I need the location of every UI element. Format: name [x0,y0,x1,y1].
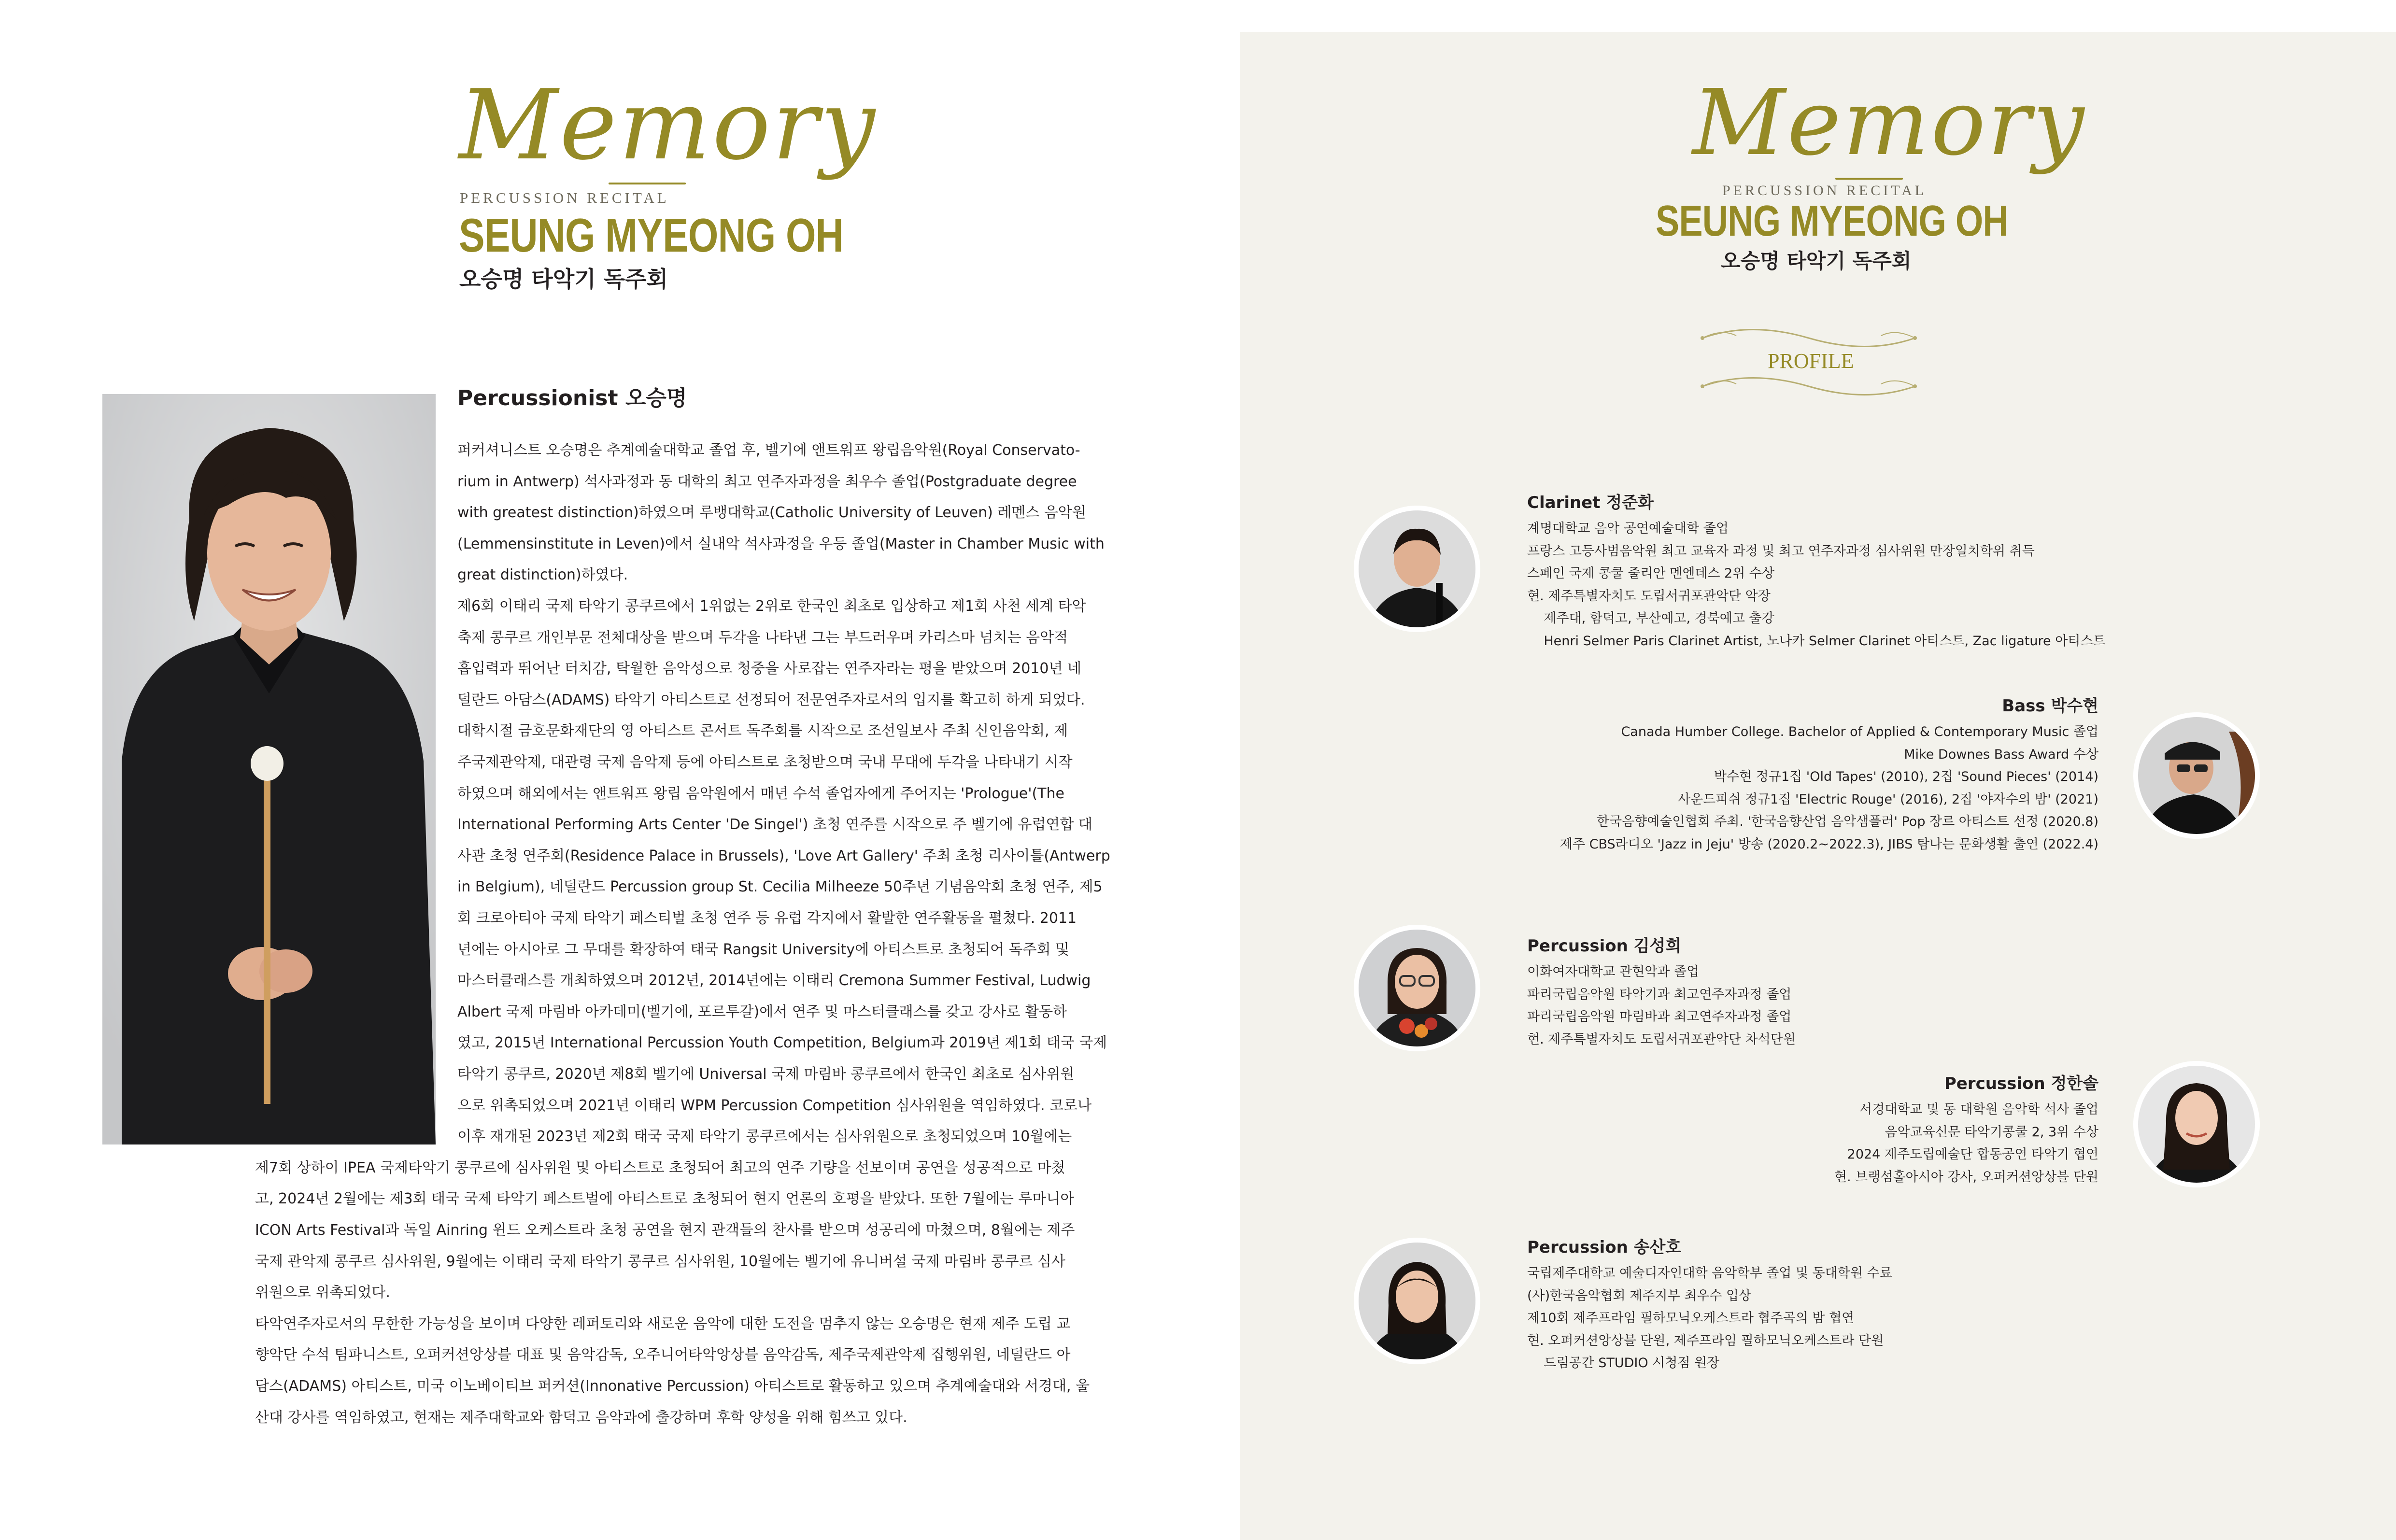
member-info-line: 프랑스 고등사범음악원 최고 교육자 과정 및 최고 연주자과정 심사위원 만장일치학위 취득 [1527,543,2035,559]
performer-name-en-right: SEUNG MYEONG OH [1656,197,2008,245]
bio-line: Albert 국제 마림바 아카데미(벨기에, 포르투갈)에서 연주 및 마스터클래스를 갖고 강사로 활동하 [457,1003,1067,1020]
bio-line: great distinction)하였다. [457,566,628,584]
member-info-line: 현. 제주특별자치도 도립서귀포관악단 악장 [1527,588,1771,604]
bass-player-photo [2138,717,2255,834]
member-info-line: 파리국립음악원 마림바과 최고연주자과정 졸업 [1527,1009,1792,1024]
bio-line: 이후 재개된 2023년 제2회 태국 국제 타악기 콩쿠르에서는 심사위원으로 초청되었으며 10월에는 [457,1128,1072,1145]
bio-line: 산대 강사를 역임하였고, 현재는 제주대학교와 함덕고 음악과에 출강하며 후학 양성을 위해 힘쓰고 있다. [255,1409,907,1426]
bio-line: 타악기 콩쿠르, 2020년 제8회 벨기에 Universal 국제 마림바 콩쿠르에서 한국인 최초로 심사위원 [457,1066,1075,1083]
member-title-clarinet: Clarinet 정준화 [1527,493,1654,512]
member-info-line: 한국음향예술인협회 주최. '한국음향산업 음악샘플러' Pop 장르 아티스트 선정 (2020.8) [1596,814,2098,829]
bio-line: 년에는 아시아로 그 무대를 확장하여 태국 Rangsit University에 아티스트로 초청되어 독주회 및 [457,941,1069,958]
member-info-line: Henri Selmer Paris Clarinet Artist, 노나카 Selmer Clarinet 아티스트, Zac ligature 아티스트 [1527,633,2106,649]
member-info-line: 현. 제주특별자치도 도립서귀포관악단 차석단원 [1527,1031,1796,1047]
percussion-kim-photo [1359,930,1475,1046]
clarinet-player-photo [1359,510,1475,627]
member-info-line: 계명대학교 음악 공연예술대학 졸업 [1527,521,1729,536]
bio-line: 흡입력과 뛰어난 터치감, 탁월한 음악성으로 청중을 사로잡는 연주자라는 평을 받았으며 2010년 네 [457,660,1082,678]
bio-line: 퍼커셔니스트 오승명은 추계예술대학교 졸업 후, 벨기에 앤트워프 왕립음악원(Royal Conservato- [457,442,1080,459]
bio-line: 국제 관악제 콩쿠르 심사위원, 9월에는 이태리 국제 타악기 콩쿠르 심사위원, 10월에는 벨기에 유니버설 국제 마림바 콩쿠르 심사 [255,1253,1065,1270]
avatar-bass [2133,712,2260,839]
bio-line: International Performing Arts Center 'De Singel') 초청 연주를 시작으로 주 벨기에 유럽연합 대 [457,816,1092,834]
member-title-percussion-kim: Percussion 김성희 [1527,936,1682,956]
member-info-line: 이화여자대학교 관현악과 졸업 [1527,964,1700,979]
memory-script-title-right: Memory [1692,70,2086,176]
bio-line: in Belgium), 네덜란드 Percussion group St. Cecilia Milheeze 50주년 기념음악회 초청 연주, 제5 [457,878,1103,896]
bio-line: 축제 콩쿠르 개인부문 전체대상을 받으며 두각을 나타낸 그는 부드러우며 카리스마 넘치는 음악적 [457,629,1068,646]
bio-line: 향악단 수석 팀파니스트, 오퍼커션앙상블 대표 및 음악감독, 오주니어타악앙상블 음악감독, 제주국제관악제 집행위원, 네덜란드 아 [255,1346,1071,1364]
recital-caption-right: PERCUSSION RECITAL [1722,183,1927,198]
member-info-line: 제10회 제주프라임 필하모닉오케스트라 협주곡의 밤 협연 [1527,1311,1855,1326]
bio-line: 마스터클래스를 개최하였으며 2012년, 2014년에는 이태리 Cremona Summer Festival, Ludwig [457,972,1091,989]
bio-line: 으로 위촉되었으며 2021년 이태리 WPM Percussion Competition 심사위원을 역임하였다. 코로나 [457,1097,1092,1114]
member-title-percussion-jung: Percussion 정한솔 [1944,1074,2098,1093]
performer-name-en-left: SEUNG MYEONG OH [459,209,843,262]
profile-label: PROFILE [1768,349,1854,373]
avatar-percussion-jung [2133,1061,2260,1187]
percussion-song-photo [1359,1243,1475,1359]
member-info-line: Canada Humber College. Bachelor of Applied & Contemporary Music 졸업 [1621,724,2098,739]
memory-underline-right [1835,178,1903,180]
bio-line: ICON Arts Festival과 독일 Ainring 윈드 오케스트라 초청 공연을 현지 관객들의 찬사를 받으며 성공리에 마쳤으며, 8월에는 제주 [255,1222,1075,1239]
member-info-line: Mike Downes Bass Award 수상 [1904,747,2098,762]
member-info-line: 서경대학교 및 동 대학원 음악학 석사 졸업 [1859,1102,2098,1117]
bio-line: 덜란드 아담스(ADAMS) 타악기 아티스트로 선정되어 전문연주자로서의 입지를 확고히 하게 되었다. [457,691,1085,708]
memory-underline-left [609,183,686,184]
bio-line: 대학시절 금호문화재단의 영 아티스트 콘서트 독주회를 시작으로 조선일보사 주최 신인음악회, 제 [457,722,1068,740]
member-info-line: 스페인 국제 콩쿨 줄리안 멘엔데스 2위 수상 [1527,566,1775,581]
portrait-illustration [102,394,436,1144]
performer-name-ko-right: 오승명 타악기 독주회 [1721,249,1912,273]
avatar-clarinet [1354,506,1480,632]
performer-name-ko-left: 오승명 타악기 독주회 [459,266,668,292]
bio-line: with greatest distinction)하였으며 루뱅대학교(Catholic University of Leuven) 레멘스 음악원 [457,504,1086,522]
portrait-photo [102,394,436,1144]
member-title-bass: Bass 박수현 [2002,696,2098,716]
member-info-line: 제주 CBS라디오 'Jazz in Jeju' 방송 (2020.2~2022.3), JIBS 탐나는 문화생활 출연 (2022.4) [1560,836,2098,852]
bio-line: 고, 2024년 2월에는 제3회 태국 국제 타악기 페스트벌에 아티스트로 초청되어 현지 언론의 호평을 받았다. 또한 7월에는 루마니아 [255,1190,1075,1208]
member-info-line: 제주대, 함덕고, 부산예고, 경북예고 출강 [1527,611,1774,626]
member-info-line: 파리국립음악원 타악기과 최고연주자과정 졸업 [1527,987,1792,1002]
bio-line: rium in Antwerp) 석사과정과 동 대학의 최고 연주자과정을 최우수 졸업(Postgraduate degree [457,473,1077,490]
percussion-jung-photo [2138,1066,2255,1183]
member-info-line: (사)한국음악협회 제주지부 최우수 입상 [1527,1288,1752,1303]
bio-line: 사관 초청 연주회(Residence Palace in Brussels), 'Love Art Gallery' 주최 초청 리사이틀(Antwerp [457,847,1110,864]
bio-line: 위원으로 위촉되었다. [255,1284,390,1301]
bio-line: 타악연주자로서의 무한한 가능성을 보이며 다양한 레퍼토리와 새로운 음악에 대한 도전을 멈추지 않는 오승명은 현재 제주 도립 교 [255,1315,1071,1332]
bio-line: 하였으며 해외에서는 앤트워프 왕립 음악원에서 매년 수석 졸업자에게 주어지는 'Prologue'(The [457,785,1064,802]
bio-line: 제7회 상하이 IPEA 국제타악기 콩쿠르에 심사위원 및 아티스트로 초청되어 최고의 연주 기량을 선보이며 공연을 성공적으로 마쳤 [255,1159,1065,1176]
avatar-percussion-song [1354,1238,1480,1364]
avatar-percussion-kim [1354,925,1480,1051]
bio-line: 였고, 2015년 International Percussion Youth Competition, Belgium과 2019년 제1회 태국 국제 [457,1034,1107,1052]
bio-line: 담스(ADAMS) 아티스트, 미국 이노베이티브 퍼커션(Innonative Percussion) 아티스트로 활동하고 있으며 추계예술대와 서경대, 울 [255,1378,1090,1395]
member-info-line: 현. 오퍼커션앙상블 단원, 제주프라임 필하모닉오케스트라 단원 [1527,1333,1884,1348]
bio-line: 회 크로아티아 국제 타악기 페스티벌 초청 연주 등 유럽 각지에서 활발한 연주활동을 펼쳤다. 2011 [457,910,1077,927]
bio-line: 제6회 이태리 국제 타악기 콩쿠르에서 1위없는 2위로 한국인 최초로 입상하고 제1회 사천 세계 타악 [457,598,1086,615]
member-info-line: 현. 브랭섬홀아시아 강사, 오퍼커션앙상블 단원 [1834,1169,2098,1185]
bio-title: Percussionist 오승명 [457,386,687,410]
memory-script-title-left: Memory [459,69,877,182]
recital-caption-left: PERCUSSION RECITAL [460,189,669,206]
member-info-line: 음악교육신문 타악기콩쿨 2, 3위 수상 [1885,1124,2098,1140]
member-title-percussion-song: Percussion 송산호 [1527,1238,1682,1257]
bio-line: 주국제관악제, 대관령 국제 음악제 등에 아티스트로 초청받으며 국내 무대에 두각을 나타내기 시작 [457,754,1073,771]
member-info-line: 사운드피쉬 정규1집 'Electric Rouge' (2016), 2집 '야자수의 밤' (2021) [1678,791,2098,807]
member-info-line: 국립제주대학교 예술디자인대학 음악학부 졸업 및 동대학원 수료 [1527,1266,1892,1281]
bio-line: (Lemmensinstitute in Leven)에서 실내악 석사과정을 우등 졸업(Master in Chamber Music with [457,535,1105,552]
member-info-line: 박수현 정규1집 'Old Tapes' (2010), 2집 'Sound Pieces' (2014) [1714,769,2098,784]
member-info-line: 드림공간 STUDIO 시청점 원장 [1527,1356,1720,1370]
member-info-line: 2024 제주도립예술단 합동공연 타악기 협연 [1847,1147,2098,1162]
